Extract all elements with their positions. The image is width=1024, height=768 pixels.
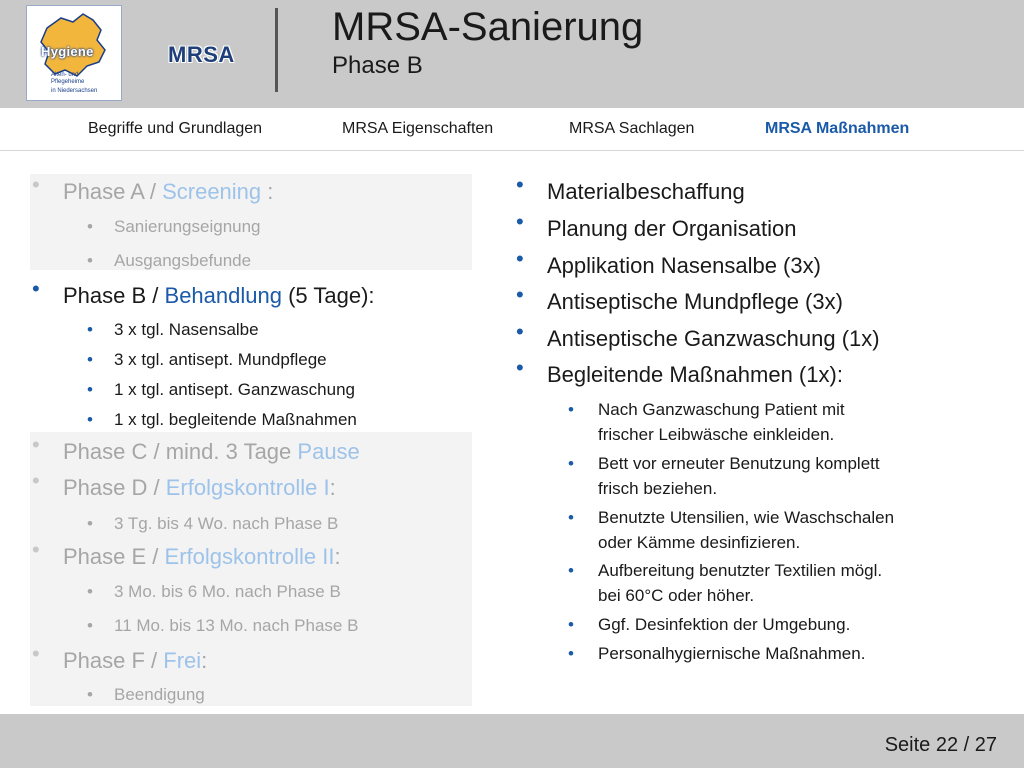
phase-f-bullet: •	[32, 641, 40, 666]
slide-header	[0, 0, 1024, 108]
phase-e-item-2: 11 Mo. bis 13 Mo. nach Phase B	[114, 616, 359, 635]
right-sub-item-5-line-1: Ggf. Desinfektion der Umgebung.	[598, 615, 851, 634]
right-sub-bullet-1: •	[568, 400, 574, 419]
logo-line-1: Alten- und	[51, 72, 79, 78]
phase-c-bullet: •	[32, 432, 40, 457]
phase-a-heading: Phase A / Screening :	[63, 179, 274, 204]
slide-footer	[0, 714, 1024, 768]
nav-begriffe-grundlagen[interactable]: Begriffe und Grundlagen	[88, 120, 263, 137]
section-navbar	[0, 108, 1024, 151]
right-item-3: Applikation Nasensalbe (3x)	[547, 253, 821, 278]
header-divider	[275, 8, 278, 92]
phase-b-heading: Phase B / Behandlung (5 Tage):	[63, 283, 375, 308]
phase-b-sub-bullet-2: •	[87, 350, 93, 369]
phase-a-bullet: •	[32, 172, 40, 197]
phase-d-bullet: •	[32, 468, 40, 493]
right-sub-bullet-5: •	[568, 615, 574, 634]
right-bullet-5: •	[516, 319, 524, 344]
phase-b-item-1: 3 x tgl. Nasensalbe	[114, 320, 259, 339]
logo-line-3: in Niedersachsen	[51, 88, 98, 94]
hygiene-logo	[26, 5, 122, 101]
right-sub-bullet-6: •	[568, 644, 574, 663]
right-sub-item-1-line-1: Nach Ganzwaschung Patient mit	[598, 400, 845, 419]
right-sub-item-3-line-2: oder Kämme desinfizieren.	[598, 533, 801, 552]
right-sub-item-2-line-1: Bett vor erneuter Benutzung komplett	[598, 454, 880, 473]
right-sub-item-4-line-2: bei 60°C oder höher.	[598, 586, 755, 605]
right-sub-item-1-line-2: frischer Leibwäsche einkleiden.	[598, 425, 835, 444]
phase-d-sub-bullet-1: •	[87, 514, 93, 533]
phase-b-sub-bullet-1: •	[87, 320, 93, 339]
mrsa-tag: MRSA	[168, 42, 235, 67]
phase-a-sub-bullet-2: •	[87, 251, 93, 270]
phase-e-sub-bullet-2: •	[87, 616, 93, 635]
right-bullet-1: •	[516, 172, 524, 197]
right-sub-bullet-3: •	[568, 508, 574, 527]
slide-subtitle: Phase B	[332, 52, 423, 79]
phase-a-item-1: Sanierungseignung	[114, 217, 261, 236]
right-bullet-2: •	[516, 209, 524, 234]
right-item-6: Begleitende Maßnahmen (1x):	[547, 362, 843, 387]
phase-c-heading: Phase C / mind. 3 Tage Pause	[63, 439, 360, 464]
right-item-5: Antiseptische Ganzwaschung (1x)	[547, 326, 880, 351]
logo-line-2: Pflegeheime	[51, 79, 85, 85]
nav-mrsa-massnahmen[interactable]: MRSA Maßnahmen	[765, 120, 910, 137]
phase-b-item-2: 3 x tgl. antisept. Mundpflege	[114, 350, 327, 369]
right-sub-item-3-line-1: Benutzte Utensilien, wie Waschschalen	[598, 508, 895, 527]
phase-e-bullet: •	[32, 537, 40, 562]
phase-d-heading: Phase D / Erfolgskontrolle I:	[63, 475, 336, 500]
page-number: Seite 22 / 27	[884, 734, 997, 756]
slide-title: MRSA-Sanierung	[332, 5, 644, 49]
right-bullet-3: •	[516, 246, 524, 271]
right-sub-bullet-4: •	[568, 561, 574, 580]
right-sub-item-4-line-1: Aufbereitung benutzter Textilien mögl.	[598, 561, 883, 580]
phase-b-bullet: •	[32, 276, 40, 301]
right-item-4: Antiseptische Mundpflege (3x)	[547, 289, 843, 314]
phase-f-heading: Phase F / Frei:	[63, 648, 208, 673]
right-bullet-6: •	[516, 355, 524, 380]
phase-d-item-1: 3 Tg. bis 4 Wo. nach Phase B	[114, 514, 339, 533]
right-bullet-4: •	[516, 282, 524, 307]
phase-b-item-3: 1 x tgl. antisept. Ganzwaschung	[114, 380, 355, 399]
right-sub-item-6-line-1: Personalhygiernische Maßnahmen.	[598, 644, 866, 663]
phase-b-sub-bullet-4: •	[87, 410, 93, 429]
right-item-1: Materialbeschaffung	[547, 179, 745, 204]
nav-mrsa-eigenschaften[interactable]: MRSA Eigenschaften	[342, 120, 494, 137]
right-item-2: Planung der Organisation	[547, 216, 797, 241]
logo-word: Hygiene	[41, 44, 94, 59]
phase-e-item-1: 3 Mo. bis 6 Mo. nach Phase B	[114, 582, 341, 601]
phase-b-item-4: 1 x tgl. begleitende Maßnahmen	[114, 410, 357, 429]
phase-a-item-2: Ausgangsbefunde	[114, 251, 252, 270]
phase-a-sub-bullet-1: •	[87, 217, 93, 236]
phase-e-heading: Phase E / Erfolgskontrolle II:	[63, 544, 341, 569]
right-sub-bullet-2: •	[568, 454, 574, 473]
phase-f-item-1: Beendigung	[114, 685, 205, 704]
phase-b-sub-bullet-3: •	[87, 380, 93, 399]
phase-e-sub-bullet-1: •	[87, 582, 93, 601]
phase-f-sub-bullet-1: •	[87, 685, 93, 704]
nav-mrsa-sachlagen[interactable]: MRSA Sachlagen	[569, 120, 695, 137]
right-sub-item-2-line-2: frisch beziehen.	[598, 479, 718, 498]
